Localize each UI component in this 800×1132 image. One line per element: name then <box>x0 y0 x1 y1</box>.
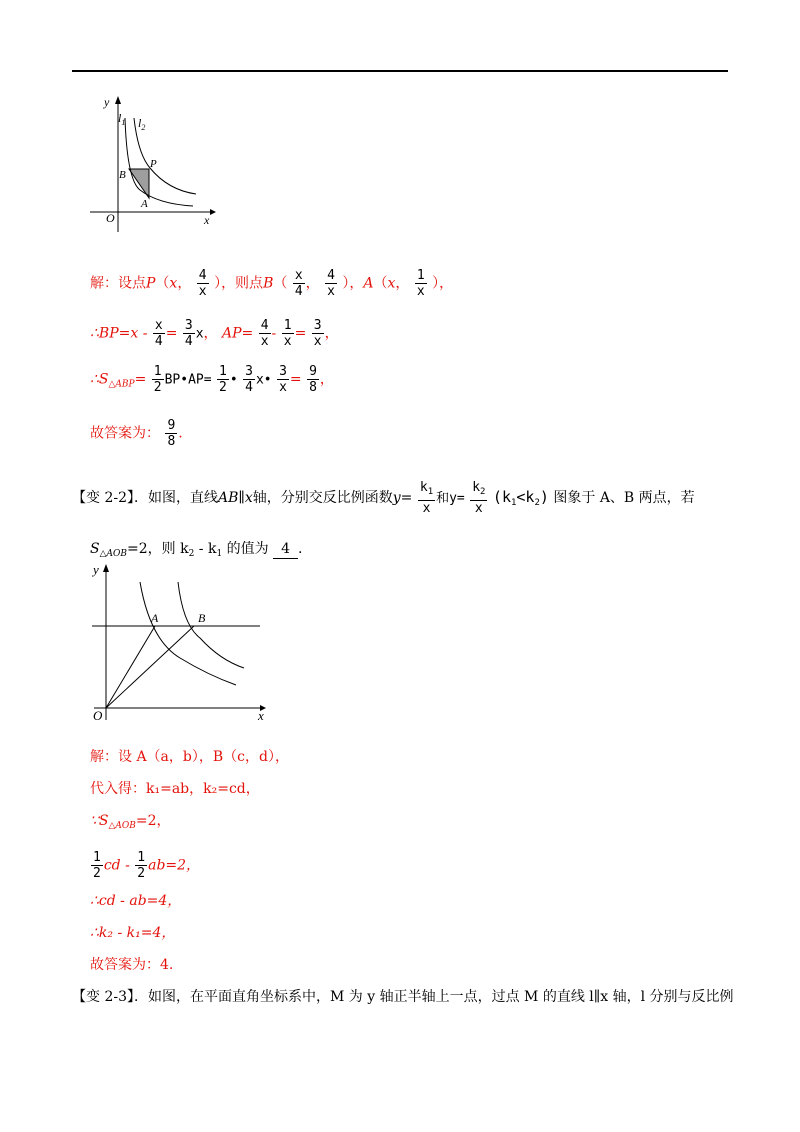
fig1-label-x: x <box>204 213 210 227</box>
frac-4-over-x-b: $\frac{4}{x}$ <box>327 268 335 299</box>
sol2-line2: 代入得：k₁=ab，k₂=cd， <box>90 781 260 797</box>
sol2-line7: 故答案为：4. <box>90 957 174 973</box>
fig1-label-y: y <box>104 95 110 109</box>
fig1-label-l2: $l_2$ <box>138 116 146 132</box>
frac-1-over-x: $\frac{1}{x}$ <box>416 268 425 299</box>
figure-hyperbolas-1 <box>88 90 223 235</box>
fig2-segment-oa <box>106 626 155 708</box>
problem-2-3-line1: 【变 2-3】．如图，在平面直角坐标系中，M 为 y 轴正半轴上一点，过点 M 的直线 l∥x 轴，l 分别与反比例 <box>72 989 734 1005</box>
fig2-segment-ob <box>106 626 194 708</box>
fig2-curve-k1 <box>140 582 236 685</box>
fig2-label-a: A <box>151 611 159 625</box>
figure-hyperbolas-2 <box>88 560 278 730</box>
fig1-label-a: A <box>141 198 148 210</box>
sol2-line3: $\because S_{\triangle AOB}=2$， <box>90 813 171 831</box>
sol1-line4: 故答案为： $\frac{9}{8}$ . <box>90 418 183 449</box>
sol1-line1: 解：设点P（x， $\frac{4}{x}$ ），则点B（ $\frac{x}{4}$ ， $\frac{4}{x}$ ），A（x， $\frac{1}{x}$ ）， <box>90 268 454 299</box>
fig2-label-o: O <box>93 708 103 723</box>
sol2-line6: ∴k₂ - k₁=4， <box>90 925 176 941</box>
frac-x-over-4: $\frac{x}{4}$ <box>294 268 303 299</box>
fig2-label-x: x <box>258 708 264 723</box>
header-rule <box>72 70 728 72</box>
sol1-line3: $\therefore S_{\triangle ABP}=$ $\frac{1}{2}$ BP•AP= $\frac{1}{2}$ • $\frac{3}{4}$ x• $\frac{3}{x}$ = $\frac{9}{8}$ ， <box>90 364 334 395</box>
sol1-line2: ∴BP=x - $\frac{x}{4}$ = $\frac{3}{4}$ x， AP= $\frac{4}{x}$ - $\frac{1}{x}$ = $\frac{3}{x}$ ， <box>90 318 339 349</box>
problem-2-2-line1: 【变 2-2】．如图，直线AB∥x轴，分别交反比例函数y= $\frac{k_1}{x}$ 和y= $\frac{k_2}{x}$ $(k_1<k_2)$ 图象于 A、B 两点，若 <box>72 480 695 516</box>
fig1-y-arrow <box>115 96 121 104</box>
sol2-line1: 解：设 A（a，b），B（c，d）， <box>90 749 289 765</box>
fig2-y-arrow <box>103 564 109 572</box>
sol2-line5: ∴cd - ab=4， <box>90 893 182 909</box>
fig2-label-b: B <box>198 611 206 625</box>
sol2-line4: $\frac{1}{2}$ cd - $\frac{1}{2}$ ab=2， <box>93 850 201 881</box>
fig1-x-arrow <box>210 209 216 215</box>
fig1-curve-l1 <box>125 118 193 206</box>
problem-2-2-line2: $S_{\triangle AOB}=2$，则 $k_2 - k_1$ 的值为 4 . <box>90 541 303 559</box>
fig1-label-b: B <box>119 169 126 181</box>
fig1-label-p: P <box>150 158 157 170</box>
answer-blank: 4 <box>273 540 298 559</box>
fig1-label-l1: $l_1$ <box>118 111 126 127</box>
frac-4-over-x: $\frac{4}{x}$ <box>198 268 207 299</box>
fig1-label-o: O <box>106 211 115 225</box>
fig2-curve-k2 <box>178 582 244 668</box>
fig2-label-y: y <box>93 562 99 577</box>
